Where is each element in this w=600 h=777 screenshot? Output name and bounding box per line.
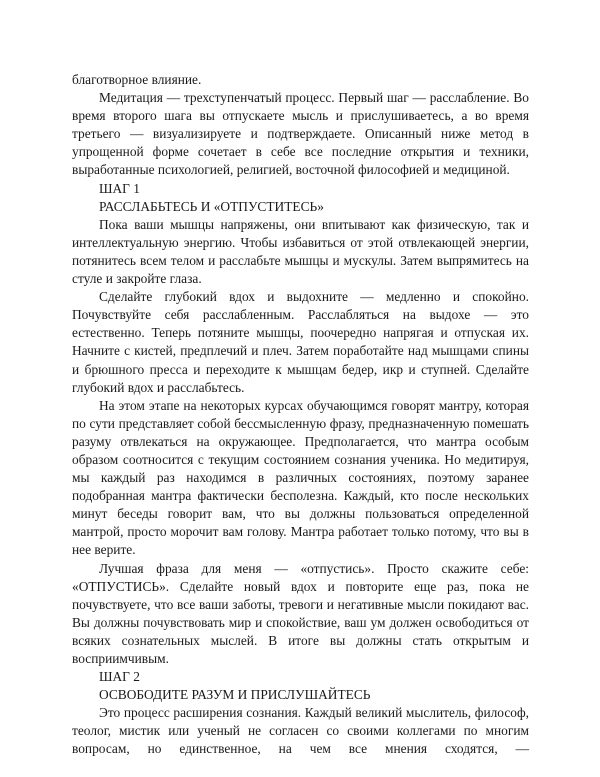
- paragraph-mantra: На этом этапе на некоторых курсах обучающимся говорят мантру, которая по сути представляет собой бессмысленную фразу, предназначенную помешать разуму отвлекаться на окружающее. Предполагается, что мантра особым образом соотносится с текущим состоянием сознания ученика. Но медитируя, мы каждый раз находимся в различных состояниях, поэтому заранее подобранная мантра фактически бесполезна. Каждый, кто после нескольких минут беседы говорит вам, что вы должны пользоваться определенной мантрой, просто морочит вам голову. Мантра работает только потому, что вы в нее верите.: [72, 397, 529, 558]
- document-page: [72, 71, 529, 759]
- step-2-label: ШАГ 2: [99, 669, 140, 685]
- paragraph-muscles: Пока ваши мышцы напряжены, они впитывают как физическую, так и интеллектуальную энергию. Чтобы избавиться от этой отвлекающей энергии, потянитесь всем телом и расслабьте мышцы и мускулы. Затем выпрямитесь на стуле и закройте глаза.: [72, 216, 529, 287]
- paragraph-continuation: благотворное влияние.: [72, 72, 202, 87]
- paragraph-let-go: Лучшая фраза для меня — «отпустись». Просто скажите себе: «ОТПУСТИСЬ». Сделайте новый вдох и повторите еще раз, пока не почувствуете, что все ваши заботы, тревоги и негативные мысли покидают вас. Вы должны почувствовать мир и спокойствие, ваш ум должен освободиться от всяких сознательных мыслей. В итоге вы должны стать открытым и восприимчивым.: [72, 560, 529, 666]
- paragraph-meditation-intro: Медитация — трехступенчатый процесс. Первый шаг — расслабление. Во время второго шага вы отпускаете мысль и прислушиваетесь, а во время третьего — визуализируете и подтверждаете. Описанный ниже метод в упрощенной форме сочетает в себе все последние открытия и техники, выработанные психологией, религией, восточной философией и медициной.: [72, 90, 529, 178]
- paragraph-breathing: Сделайте глубокий вдох и выдохните — медленно и спокойно. Почувствуйте себя расслабленным. Расслабляться на выдохе — это естественно. Теперь потяните мышцы, поочередно напрягая и отпуская их. Начните с кистей, предплечий и плеч. Затем поработайте над мышцами спины и брюшного пресса и переходите к мышцам бедер, икр и ступней. Сделайте глубокий вдох и расслабьтесь.: [72, 289, 529, 395]
- step-1-label: ШАГ 1: [99, 180, 140, 196]
- step-2-title: ОСВОБОДИТЕ РАЗУМ И ПРИСЛУШАЙТЕСЬ: [99, 687, 371, 703]
- paragraph-consciousness: Это процесс расширения сознания. Каждый великий мыслитель, философ, теолог, мистик или ученый не согласен со своими коллегами по многим вопросам, но единственное, на чем все мнения сходятся, —: [72, 705, 529, 757]
- step-1-title: РАССЛАБЬТЕСЬ И «ОТПУСТИТЕСЬ»: [99, 198, 324, 214]
